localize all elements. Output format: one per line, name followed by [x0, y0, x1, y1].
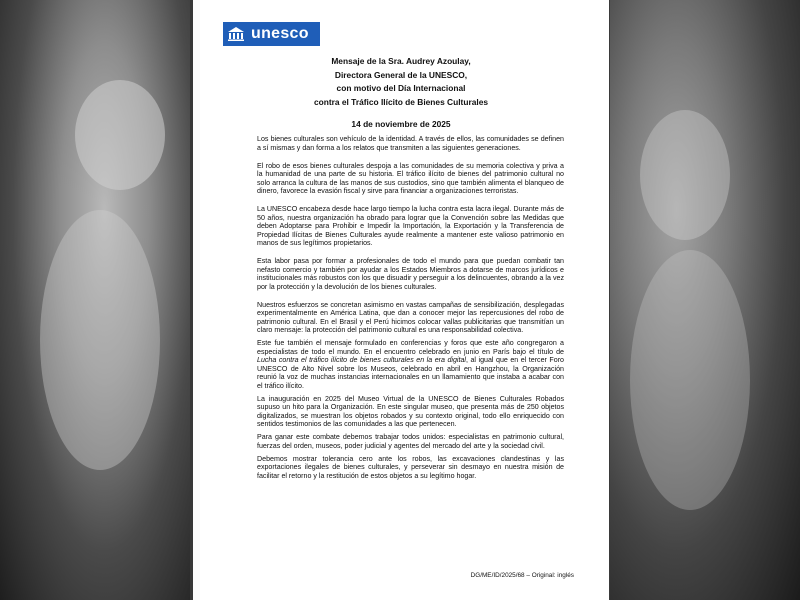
- background-photo-left: [0, 0, 190, 600]
- document-body: [257, 135, 564, 485]
- statue-body-shape: [40, 210, 160, 470]
- document-date: 14 de noviembre de 2025: [351, 119, 451, 129]
- paragraph: Para ganar este combate debemos trabajar todos unidos: especialistas en patrimonio cultural, fuerzas del orden, museos, poder judicial y agentes del mercado del arte y la sociedad civil.: [257, 433, 564, 450]
- paragraph: Esta labor pasa por formar a profesionales de todo el mundo para que puedan combatir tan nefasto comercio y también por ayudar a los Estados Miembros a dotarse de marcos jurídicos e institucionales más robustos con los que disuadir y perseguir a los delincuentes, obrando a la vez por la protección y la devolución de los bienes culturales.: [257, 257, 564, 291]
- heading-line: contra el Tráfico Ilícito de Bienes Culturales: [313, 96, 489, 107]
- statue-body-shape-right: [630, 250, 750, 510]
- paragraph: Los bienes culturales son vehículo de la identidad. A través de ellos, las comunidades se definen a sí mismas y dan forma a los relatos que transmiten a las siguientes generaciones.: [257, 135, 564, 152]
- logo-text: unesco: [251, 25, 309, 42]
- paragraph: La inauguración en 2025 del Museo Virtual de la UNESCO de Bienes Culturales Robados supuso un hito para la Organización. En este singular museo, que presenta más de 250 objetos digitalizados, se muestran los objetos robados y su contexto original, todo ello enriquecido con sentidos testimonios de las comunidades a las que pertenecen.: [257, 394, 564, 428]
- paragraph-text: Este fue también el mensaje formulado en conferencias y foros que este año congregaron a especialistas de todo el mundo. En el encuentro celebrado en junio en París bajo el título de: [257, 339, 564, 356]
- background-photo-right: [610, 0, 800, 600]
- document-reference: DG/ME/ID/2025/68 – Original: inglés: [470, 572, 574, 579]
- document-page: [193, 0, 609, 600]
- document-heading: [193, 55, 609, 109]
- paragraph: [257, 339, 564, 390]
- paragraph: Nuestros esfuerzos se concretan asimismo en vastas campañas de sensibilización, desplegadas experimentalmente en América Latina, que dan a conocer mejor las repercusiones del robo de patrimonio cultural. En el Brasil y el Perú hicimos colocar vallas publicitarias que transmitían un claro mensaje: la protección del patrimonio cultural es una responsabilidad colectiva.: [257, 300, 564, 334]
- heading-line: con motivo del Día Internacional: [336, 83, 466, 94]
- paragraph-text: , al igual que en el tercer Foro UNESCO de Alto Nivel sobre los Museos, celebrado en abril en Hangzhou, la Organización reunió la voz de muchas instancias internacionales en un llamamiento que instaba a acabar con el tráfico ilícito.: [257, 356, 565, 390]
- unesco-logo: [223, 22, 320, 46]
- statue-head-shape: [75, 80, 165, 190]
- temple-icon: [223, 22, 249, 46]
- heading-line: Mensaje de la Sra. Audrey Azoulay,: [331, 56, 471, 66]
- statue-head-shape-right: [640, 110, 730, 240]
- paragraph: Debemos mostrar tolerancia cero ante los robos, las excavaciones clandestinas y las exportaciones ilegales de bienes culturales, y perseverar sin desmayo en nuestra misión de facilitar el retorno y la restitución de estos objetos a su legítimo hogar.: [257, 454, 564, 480]
- event-title: Lucha contra el tráfico ilícito de bienes culturales en la era digital: [257, 356, 466, 364]
- paragraph: La UNESCO encabeza desde hace largo tiempo la lucha contra esta lacra ilegal. Durante más de 50 años, nuestra organización ha obrado para lograr que la Convención sobre las Medidas que deben Adoptarse para Prohibir e Impedir la Importación, la Exportación y la Transferencia de Propiedad Ilícitas de Bienes Culturales ayude realmente a mantener este valioso patrimonio en manos de sus legítimos propietarios.: [257, 205, 564, 247]
- paragraph: El robo de esos bienes culturales despoja a las comunidades de su memoria colectiva y priva a la humanidad de una parte de su historia. El tráfico ilícito de bienes del patrimonio cultural no solo arranca la cultura de las manos de sus custodios, sino que también alimenta el blanqueo de dinero, favorece la evasión fiscal y sirve para financiar a organizaciones terroristas.: [257, 161, 564, 195]
- heading-line: Directora General de la UNESCO,: [334, 69, 468, 80]
